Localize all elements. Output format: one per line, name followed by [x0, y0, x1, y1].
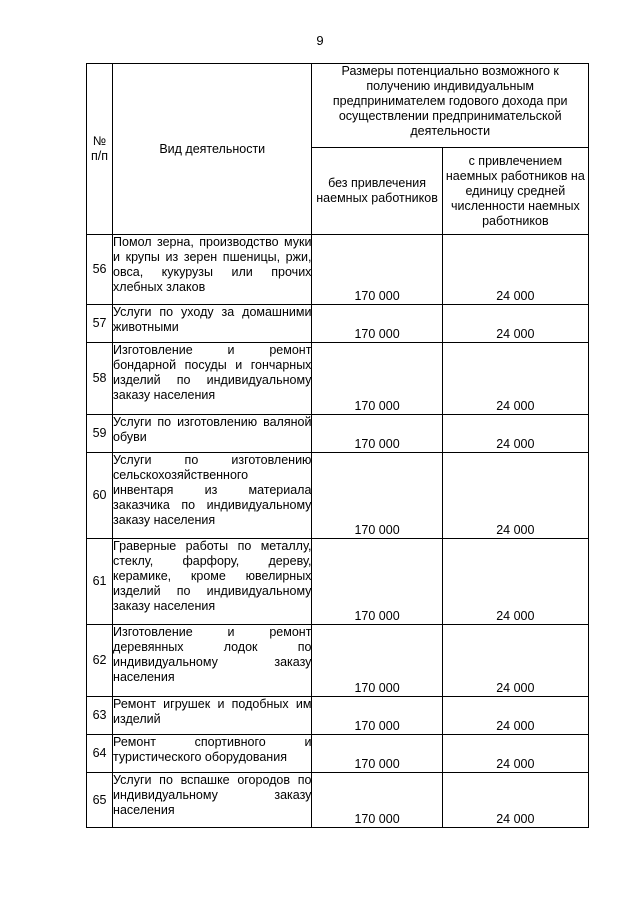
activity-income-table — [86, 63, 589, 828]
income-with-employees: 24 000 — [442, 305, 588, 343]
income-with-employees: 24 000 — [442, 343, 588, 415]
row-number: 65 — [87, 773, 113, 828]
header-income-group: Размеры потенциально возможного к получению индивидуальным предпринимателем годового дохода при осуществлении предпринимательской деятельности — [312, 64, 589, 148]
income-with-employees: 24 000 — [442, 697, 588, 735]
row-number: 57 — [87, 305, 113, 343]
activity-name: Услуги по вспашке огородов по индивидуальному заказу населения — [113, 773, 312, 828]
activity-name: Граверные работы по металлу, стеклу, фарфору, дереву, керамике, кроме ювелирных изделий по индивидуальному заказу населения — [113, 539, 312, 625]
header-with-employees: с привлечением наемных работников на единицу средней численности наемных работников — [442, 148, 588, 235]
row-number: 62 — [87, 625, 113, 697]
table-row — [87, 625, 589, 697]
income-without-employees: 170 000 — [312, 343, 442, 415]
table-row — [87, 453, 589, 539]
income-without-employees: 170 000 — [312, 735, 442, 773]
income-without-employees: 170 000 — [312, 305, 442, 343]
table-row — [87, 773, 589, 828]
header-activity: Вид деятельности — [113, 64, 312, 235]
income-without-employees: 170 000 — [312, 697, 442, 735]
income-with-employees: 24 000 — [442, 625, 588, 697]
income-with-employees: 24 000 — [442, 453, 588, 539]
income-with-employees: 24 000 — [442, 539, 588, 625]
income-with-employees: 24 000 — [442, 235, 588, 305]
income-with-employees: 24 000 — [442, 735, 588, 773]
activity-name: Помол зерна, производство муки и крупы из зерен пшеницы, ржи, овса, кукурузы или прочих хлебных злаков — [113, 235, 312, 305]
header-without-employees: без привлечения наемных работников — [312, 148, 442, 235]
income-without-employees: 170 000 — [312, 625, 442, 697]
income-without-employees: 170 000 — [312, 539, 442, 625]
activity-name: Услуги по уходу за домашними животными — [113, 305, 312, 343]
table-row — [87, 735, 589, 773]
table-row — [87, 235, 589, 305]
table-row — [87, 343, 589, 415]
activity-name: Услуги по изготовлению валяной обуви — [113, 415, 312, 453]
row-number: 59 — [87, 415, 113, 453]
row-number: 60 — [87, 453, 113, 539]
activity-name: Изготовление и ремонт деревянных лодок по индивидуальному заказу населения — [113, 625, 312, 697]
income-without-employees: 170 000 — [312, 415, 442, 453]
table-row — [87, 539, 589, 625]
page-number: 9 — [316, 33, 324, 48]
activity-name: Изготовление и ремонт бондарной посуды и гончарных изделий по индивидуальному заказу населения — [113, 343, 312, 415]
table-row — [87, 697, 589, 735]
row-number: 61 — [87, 539, 113, 625]
row-number: 63 — [87, 697, 113, 735]
income-without-employees: 170 000 — [312, 773, 442, 828]
activity-name: Ремонт игрушек и подобных им изделий — [113, 697, 312, 735]
activity-name: Ремонт спортивного и туристического оборудования — [113, 735, 312, 773]
table-row — [87, 305, 589, 343]
row-number: 58 — [87, 343, 113, 415]
header-num: № п/п — [87, 64, 113, 235]
activity-name: Услуги по изготовлению сельскохозяйственного инвентаря из материала заказчика по индивидуальному заказу населения — [113, 453, 312, 539]
income-with-employees: 24 000 — [442, 773, 588, 828]
row-number: 56 — [87, 235, 113, 305]
income-without-employees: 170 000 — [312, 235, 442, 305]
row-number: 64 — [87, 735, 113, 773]
income-without-employees: 170 000 — [312, 453, 442, 539]
income-with-employees: 24 000 — [442, 415, 588, 453]
table-row — [87, 415, 589, 453]
